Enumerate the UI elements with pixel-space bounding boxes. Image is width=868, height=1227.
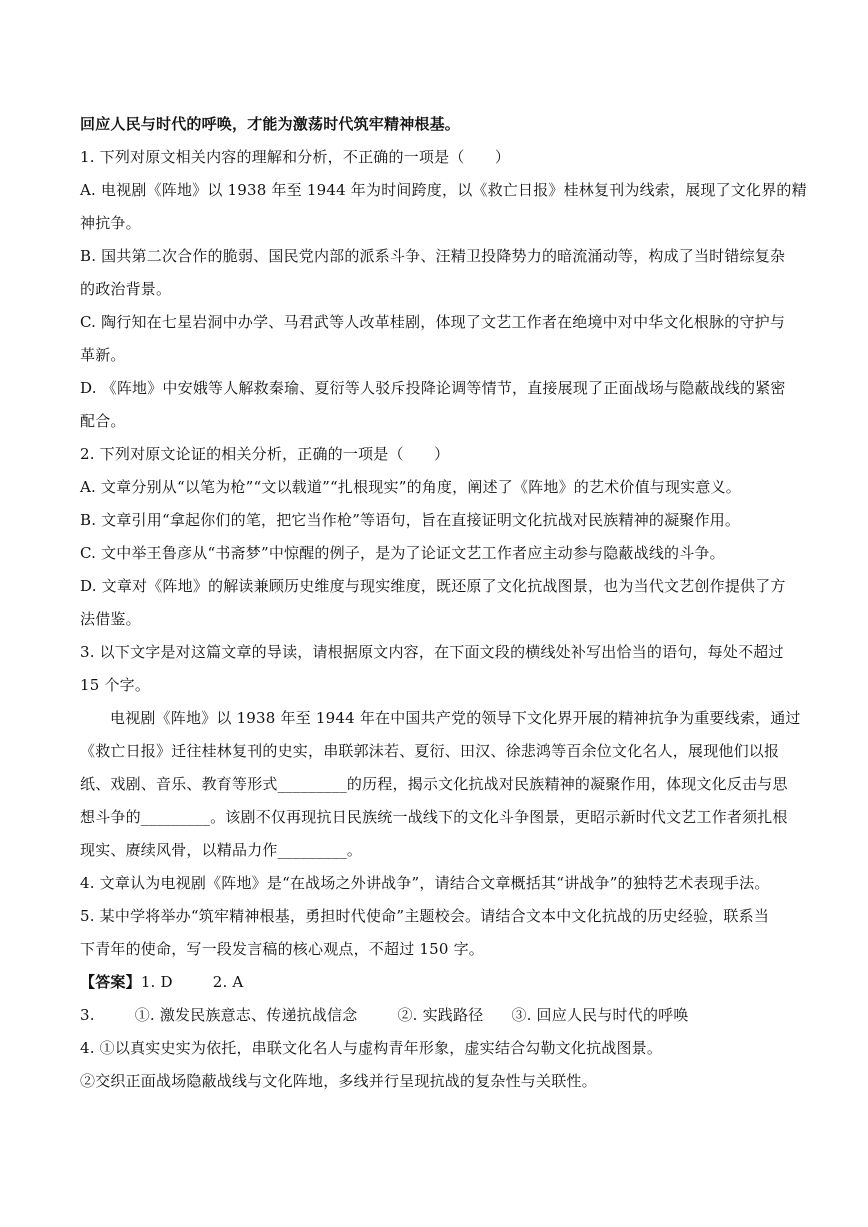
option-2d: D. 文章对《阵地》的解读兼顾历史维度与现实维度，既还原了文化抗战图景，也为当代文艺创作提供了方: [80, 577, 786, 595]
answer-q4-line-1: 4. ①以真实史实为依托，串联文化名人与虚构青年形象，虚实结合勾勒文化抗战图景。: [80, 1039, 663, 1057]
document-page: [80, 108, 807, 1098]
passage-line: 《救亡日报》迁往桂林复刊的史实，串联郭沫若、夏衍、田汉、徐悲鸿等百余位文化名人，展现他们以报: [80, 742, 780, 760]
option-1d: D. 《阵地》中安娥等人解救秦瑜、夏衍等人驳斥投降论调等情节，直接展现了正面战场与隐蔽战线的紧密: [80, 379, 786, 397]
answer-q3-blank-1: ①. 激发民族意志、传递抗战信念: [134, 1006, 358, 1024]
option-1b: B. 国共第二次合作的脆弱、国民党内部的派系斗争、汪精卫投降势力的暗流涌动等，构成了当时错综复杂: [80, 247, 786, 265]
text-line: 回应人民与时代的呼唤，才能为激荡时代筑牢精神根基。: [80, 115, 461, 133]
answer-q3-blank-2: ②. 实践路径: [397, 1006, 484, 1024]
answer-q3-blank-3: ③. 回应人民与时代的呼唤: [511, 1006, 689, 1024]
option-1b-cont: 的政治背景。: [80, 280, 172, 298]
question-3-cont: 15 个字。: [80, 676, 151, 694]
answer-q1: 1. D: [140, 973, 173, 991]
option-2b: B. 文章引用“拿起你们的笔，把它当作枪”等语句，旨在直接证明文化抗战对民族精神的凝聚作用。: [80, 511, 741, 529]
answer-q3-row: [80, 999, 792, 1032]
passage-line: 想斗争的_________。该剧不仅再现抗日民族统一战线下的文化斗争图景，更昭示新时代文艺工作者须扎根: [80, 808, 788, 826]
answer-q3-number: 3.: [80, 1006, 95, 1024]
option-2d-cont: 法借鉴。: [80, 610, 141, 628]
question-5-cont: 下青年的使命，写一段发言稿的核心观点，不超过 150 字。: [80, 940, 484, 958]
question-5: 5. 某中学将举办“筑牢精神根基，勇担时代使命”主题校会。请结合文本中文化抗战的历史经验，联系当: [80, 907, 770, 925]
option-1a-cont: 神抗争。: [80, 214, 141, 232]
passage-line: 纸、戏剧、音乐、教育等形式_________的历程，揭示文化抗战对民族精神的凝聚作用，体现文化反击与思: [80, 775, 788, 793]
option-1c-cont: 革新。: [80, 346, 126, 364]
answer-row: [80, 966, 792, 999]
answer-q2: 2. A: [212, 973, 244, 991]
option-1c: C. 陶行知在七星岩洞中办学、马君武等人改革桂剧，体现了文艺工作者在绝境中对中华文化根脉的守护与: [80, 313, 786, 331]
answer-q4-line-2: ②交织正面战场隐蔽战线与文化阵地，多线并行呈现抗战的复杂性与关联性。: [80, 1072, 597, 1090]
passage-line: 电视剧《阵地》以 1938 年至 1944 年在中国共产党的领导下文化界开展的精神抗争为重要线索，通过: [110, 709, 801, 727]
question-3: 3. 以下文字是对这篇文章的导读，请根据原文内容，在下面文段的横线处补写出恰当的语句，每处不超过: [80, 643, 784, 661]
option-1a: A. 电视剧《阵地》以 1938 年至 1944 年为时间跨度，以《救亡日报》桂林复刊为线索，展现了文化界的精: [80, 181, 807, 199]
option-2a: A. 文章分别从“以笔为枪”“文以载道”“扎根现实”的角度，阐述了《阵地》的艺术价值与现实意义。: [80, 478, 741, 496]
option-2c: C. 文中举王鲁彦从“书斋梦”中惊醒的例子，是为了论证文艺工作者应主动参与隐蔽战线的斗争。: [80, 544, 725, 562]
question-2: 2. 下列对原文论证的相关分析，正确的一项是（ ）: [80, 445, 450, 463]
answer-label: 【答案】: [80, 973, 141, 991]
question-1: 1. 下列对原文相关内容的理解和分析，不正确的一项是（ ）: [80, 148, 511, 166]
passage-line: 现实、赓续风骨，以精品力作_________。: [80, 841, 363, 859]
question-4: 4. 文章认为电视剧《阵地》是“在战场之外讲战争”，请结合文章概括其“讲战争”的独特艺术表现手法。: [80, 874, 770, 892]
option-1d-cont: 配合。: [80, 412, 126, 430]
